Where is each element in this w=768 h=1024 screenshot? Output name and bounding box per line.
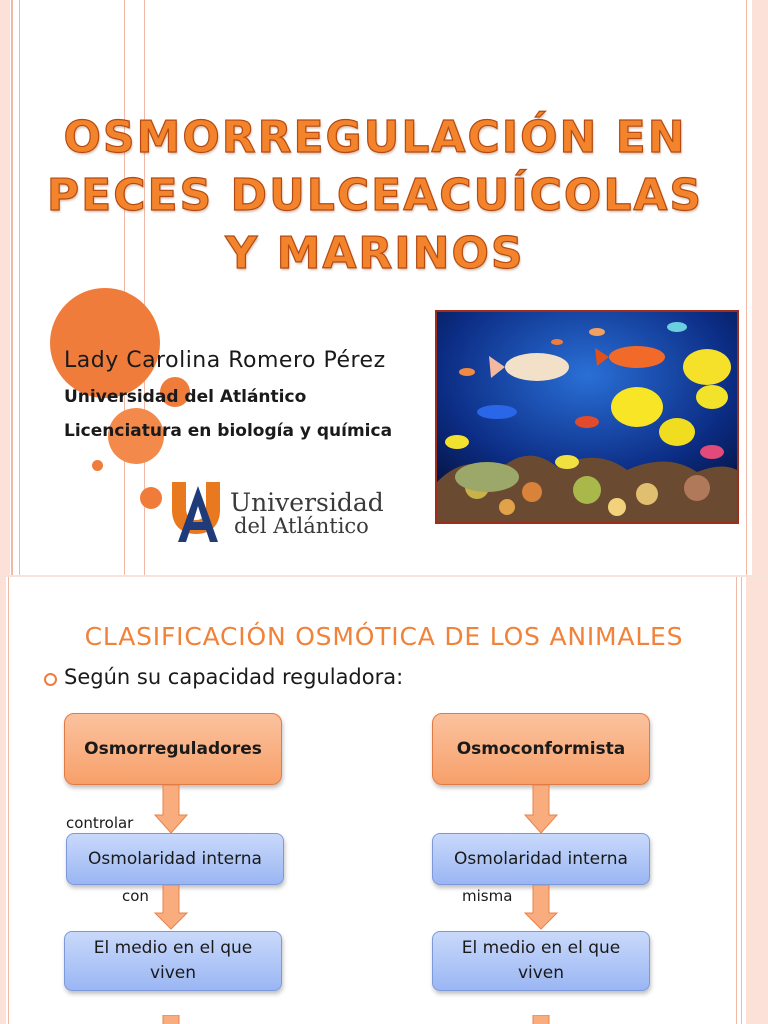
- university-name: Universidad del Atlántico: [64, 387, 307, 407]
- university-logo: [168, 476, 384, 548]
- left-border-line-thin: [19, 0, 20, 575]
- decor-circle-logo: [140, 487, 162, 509]
- down-arrow-icon: [153, 1015, 189, 1024]
- ua-logo-mark-icon: [168, 476, 230, 548]
- down-arrow-icon: [153, 785, 189, 835]
- left-border-line: [11, 0, 13, 575]
- aquarium-image: [437, 312, 737, 522]
- left-osmolaridad-box: Osmolaridad interna: [66, 833, 284, 885]
- title-line-3: Y MARINOS: [225, 228, 525, 279]
- osmoconformista-box: Osmoconformista: [432, 713, 650, 785]
- logo-line-2: del Atlántico: [234, 514, 369, 538]
- fish-aquarium-photo: [435, 310, 739, 524]
- label-misma: misma: [462, 887, 513, 905]
- logo-line-1: Universidad: [230, 488, 384, 517]
- right-medio-box: El medio en el que viven: [432, 931, 650, 991]
- left-medio-box: El medio en el que viven: [64, 931, 282, 991]
- label-controlar: controlar: [66, 814, 134, 832]
- osmorreguladores-box: Osmorreguladores: [64, 713, 282, 785]
- title-line-1: OSMORREGULACIÓN EN: [63, 112, 687, 163]
- down-arrow-icon: [523, 885, 559, 931]
- down-arrow-icon: [523, 1015, 559, 1024]
- label-con: con: [122, 887, 149, 905]
- bullet-text: Según su capacidad reguladora:: [64, 665, 404, 689]
- down-arrow-icon: [523, 785, 559, 835]
- title-line-2: PECES DULCEACUÍCOLAS: [46, 170, 704, 221]
- program-name: Licenciatura en biología y química: [64, 421, 393, 441]
- right-border-band: [752, 0, 768, 575]
- slide-title: CLASIFICACIÓN OSMÓTICA DE LOS ANIMALES: [84, 622, 684, 651]
- right-border-line: [746, 0, 747, 575]
- author-name: Lady Carolina Romero Pérez: [64, 348, 386, 373]
- down-arrow-icon: [153, 885, 189, 931]
- classification-slide: [0, 577, 768, 1024]
- decor-circle-large: [50, 288, 160, 398]
- left-guide-line: [124, 0, 125, 575]
- bullet-circle-icon: [44, 673, 57, 686]
- left-border-band: [0, 0, 10, 575]
- right-osmolaridad-box: Osmolaridad interna: [432, 833, 650, 885]
- decor-circle-tiny: [92, 460, 103, 471]
